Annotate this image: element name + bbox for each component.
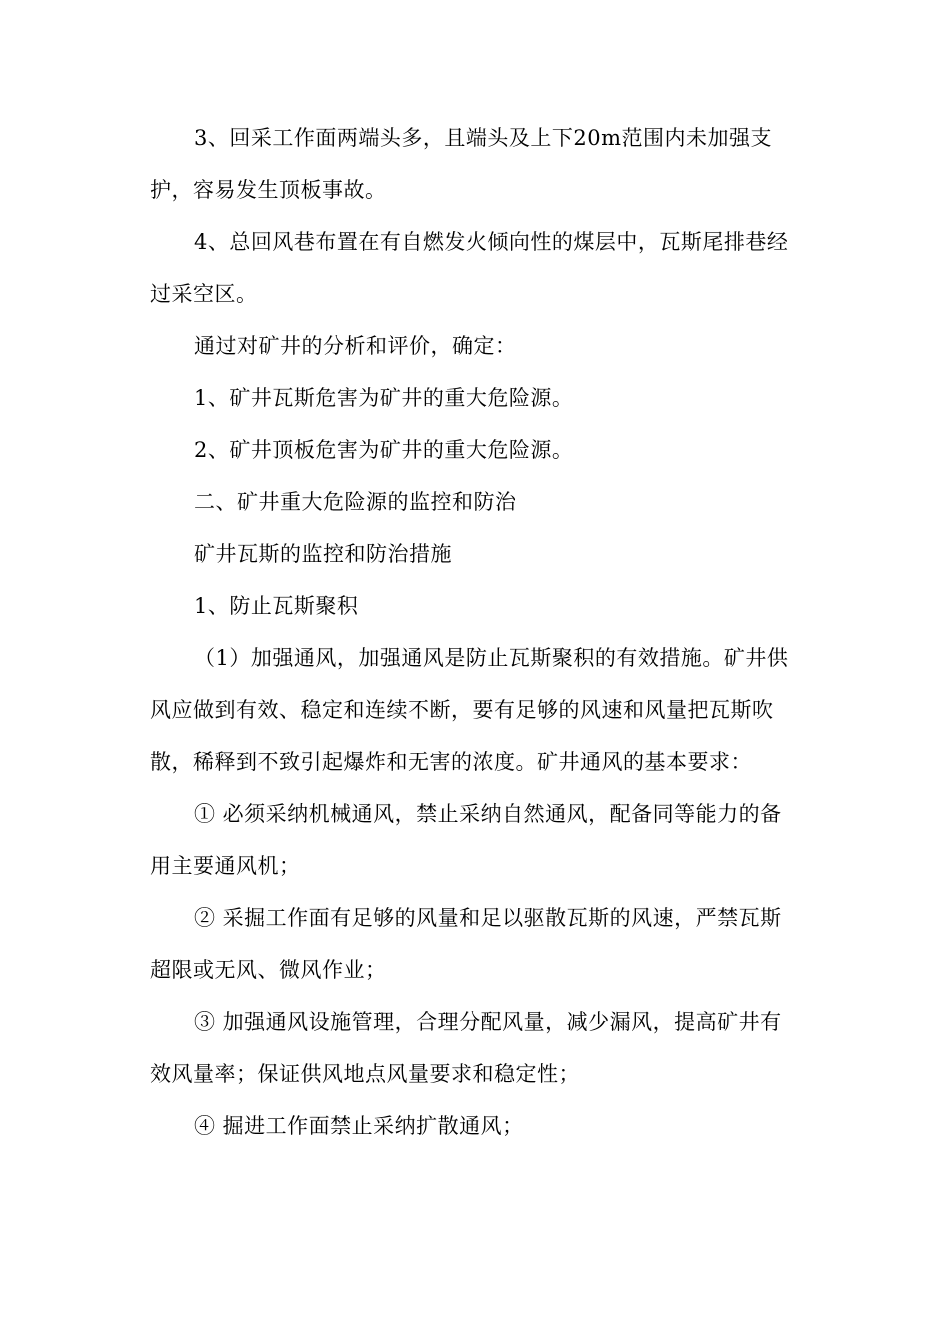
subsection-heading-gas-measures: 矿井瓦斯的监控和防治措施 — [194, 542, 452, 566]
paragraph-roof-end-support: 3、回采工作面两端头多，且端头及上下20m范围内未加强支护，容易发生顶板事故。 — [150, 126, 772, 202]
list-item-mechanical-ventilation: ① 必须采纳机械通风，禁止采纳自然通风，配备同等能力的备用主要通风机； — [150, 802, 782, 878]
paragraph-return-airway: 4、总回风巷布置在有自燃发火倾向性的煤层中，瓦斯尾排巷经过采空区。 — [150, 230, 789, 306]
paragraph-roof-hazard: 2、矿井顶板危害为矿井的重大危险源。 — [194, 438, 574, 462]
paragraph-analysis-conclusion: 通过对矿井的分析和评价，确定： — [194, 334, 517, 358]
document-body — [150, 112, 800, 1152]
section-heading-monitoring: 二、矿井重大危险源的监控和防治 — [194, 490, 517, 514]
list-item-ventilation-facilities: ③ 加强通风设施管理，合理分配风量，减少漏风，提高矿井有效风量率；保证供风地点风量要求和稳定性； — [150, 1010, 782, 1086]
list-item-working-face-airflow: ② 采掘工作面有足够的风量和足以驱散瓦斯的风速，严禁瓦斯超限或无风、微风作业； — [150, 906, 782, 982]
paragraph-strengthen-ventilation: （1）加强通风，加强通风是防止瓦斯聚积的有效措施。矿井供风应做到有效、稳定和连续不断，要有足够的风速和风量把瓦斯吹散，稀释到不致引起爆炸和无害的浓度。矿井通风的基本要求： — [150, 646, 789, 774]
paragraph-gas-hazard: 1、矿井瓦斯危害为矿井的重大危险源。 — [194, 386, 574, 410]
list-item-no-diffusion-ventilation: ④ 掘进工作面禁止采纳扩散通风； — [194, 1114, 524, 1138]
item-heading-prevent-gas-accumulation: 1、防止瓦斯聚积 — [194, 594, 359, 618]
